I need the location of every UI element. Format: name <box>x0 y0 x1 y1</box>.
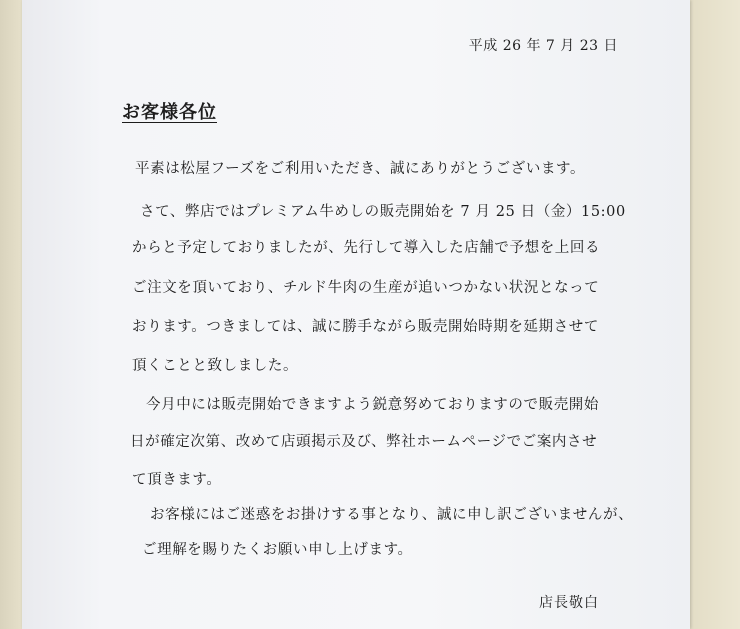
body-line: おります。つきましては、誠に勝手ながら販売開始時期を延期させて <box>132 319 599 335</box>
body-line: 頂くことと致しました。 <box>132 358 299 374</box>
body-line: 日が確定次第、改めて店頭掲示及び、弊社ホームページでご案内させ <box>130 434 598 450</box>
body-line: て頂きます。 <box>132 472 222 488</box>
body-line: さて、弊店ではプレミアム牛めしの販売開始を 7 月 25 日（金）15:00 <box>140 204 626 220</box>
body-line: 平素は松屋フーズをご利用いただき、誠にありがとうございます。 <box>135 161 586 177</box>
wall-right <box>690 0 740 629</box>
body-line: 今月中には販売開始できますよう鋭意努めておりますので販売開始 <box>146 397 599 413</box>
body-line: ご注文を頂いており、チルド牛肉の生産が追いつかない状況となって <box>132 280 600 296</box>
body-line: からと予定しておりましたが、先行して導入した店舗で予想を上回る <box>132 240 601 256</box>
notice-paper <box>22 0 690 629</box>
body-line: ご理解を賜りたくお願い申し上げます。 <box>142 542 413 558</box>
notice-signature: 店長敬白 <box>539 595 599 611</box>
body-line: お客様にはご迷惑をお掛けする事となり、誠に申し訳ございませんが、 <box>150 507 634 523</box>
notice-date: 平成 26 年 7 月 23 日 <box>468 38 618 54</box>
notice-salutation: お客様各位 <box>122 102 217 123</box>
wall-left <box>0 0 22 629</box>
